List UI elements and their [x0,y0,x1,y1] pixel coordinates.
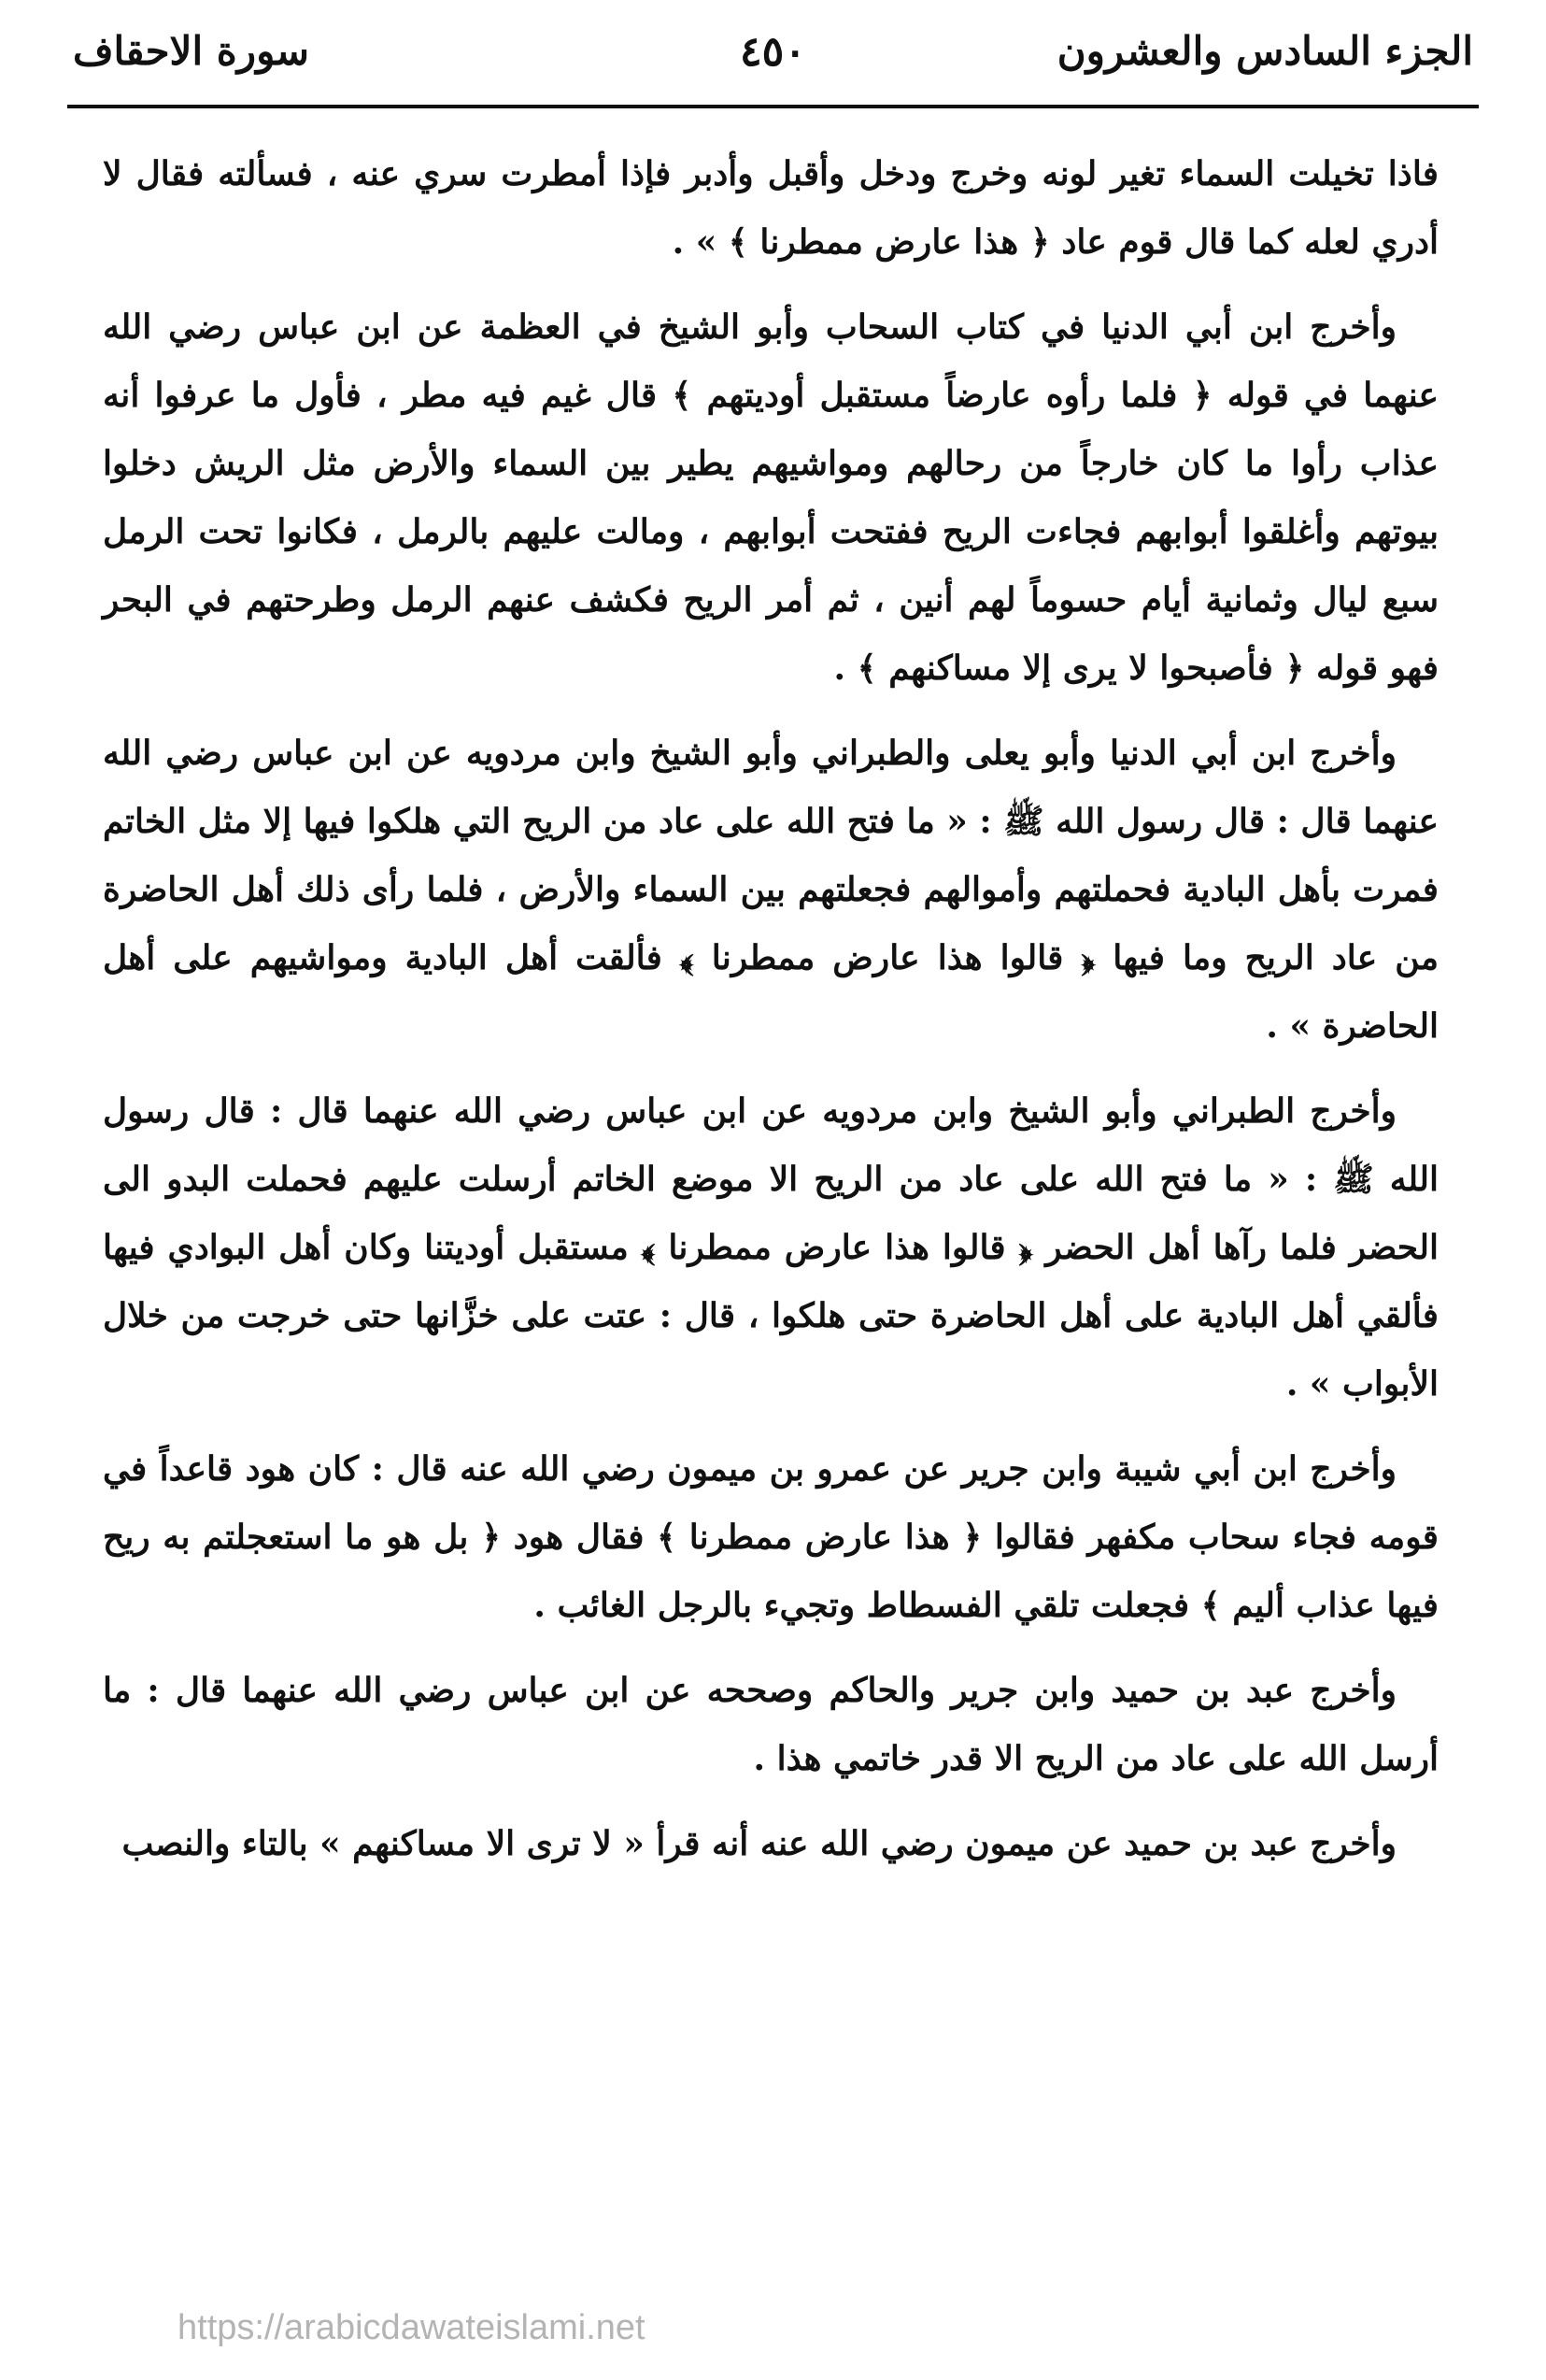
surah-title: سورة الاحقاف [73,28,309,74]
paragraph: وأخرج ابن أبي شيبة وابن جرير عن عمرو بن ميمون رضي الله عنه قال : كان هود قاعداً في قومه فجاء سحاب مكفهر فقالوا ﴿ هذا عارض ممطرنا ﴾ فقال هود ﴿ بل هو ما استعجلتم به ريح فيها عذاب أليم ﴾ فجعلت تلقي الفسطاط وتجيء بالرجل الغائب . [103,1449,1439,1625]
paragraph: وأخرج ابن أبي الدنيا في كتاب السحاب وأبو الشيخ في العظمة عن ابن عباس رضي الله عنهما في قوله ﴿ فلما رأوه عارضاً مستقبل أوديتهم ﴾ قال غيم فيه مطر ، فأول ما عرفوا أنه عذاب رأوا ما كان خارجاً من رحالهم ومواشيهم يطير بين السماء والأرض مثل الريش دخلوا بيوتهم وأغلقوا أبوابهم فجاءت الريح ففتحت أبوابهم ، ومالت عليهم بالرمل ، فكانوا تحت الرمل سبع ليال وثمانية أيام حسوماً لهم أنين ، ثم أمر الريح فكشف عنهم الرمل وطرحتهم في البحر فهو قوله ﴿ فأصبحوا لا يرى إلا مساكنهم ﴾ . [103,307,1439,688]
paragraph: وأخرج الطبراني وأبو الشيخ وابن مردويه عن ابن عباس رضي الله عنهما قال : قال رسول الله ﷺ : « ما فتح الله على عاد من الريح الا موضع الخاتم أرسلت عليهم فحملت البدو الى الحضر فلما رآها أهل الحضر ﴿ قالوا هذا عارض ممطرنا ﴾ مستقبل أوديتنا وكان أهل البوادي فيها فألقي أهل البادية على أهل الحاضرة حتى هلكوا ، قال : عتت على خزَّانها حتى خرجت من خلال الأبواب » . [103,1091,1440,1404]
page-body [103,140,1439,1878]
juz-title: الجزء السادس والعشرون [1057,28,1473,74]
paragraph: وأخرج عبد بن حميد عن ميمون رضي الله عنه أنه قرأ « لا ترى الا مساكنهم » بالتاء والنصب [121,1824,1397,1863]
header-divider [67,105,1479,108]
paragraph: وأخرج ابن أبي الدنيا وأبو يعلى والطبراني وأبو الشيخ وابن مردويه عن ابن عباس رضي الله عنهما قال : قال رسول الله ﷺ : « ما فتح الله على عاد من الريح التي هلكوا فيها إلا مثل الخاتم فمرت بأهل البادية فحملتهم وأموالهم فجعلتهم بين السماء والأرض ، فلما رأى ذلك أهل الحاضرة من عاد الريح وما فيها ﴿ قالوا هذا عارض ممطرنا ﴾ فألقت أهل البادية ومواشيهم على أهل الحاضرة » . [102,734,1439,1046]
page-header [73,28,1473,93]
paragraph: وأخرج عبد بن حميد وابن جرير والحاكم وصححه عن ابن عباس رضي الله عنهما قال : ما أرسل الله على عاد من الريح الا قدر خاتمي هذا . [103,1671,1439,1778]
watermark-url: https://arabicdawateislami.net [177,2308,645,2347]
page-number: ٤٥٠ [740,28,806,76]
paragraph: فاذا تخيلت السماء تغير لونه وخرج ودخل وأقبل وأدبر فإذا أمطرت سري عنه ، فسألته فقال لا أدري لعله كما قال قوم عاد ﴿ هذا عارض ممطرنا ﴾ » . [103,154,1439,262]
